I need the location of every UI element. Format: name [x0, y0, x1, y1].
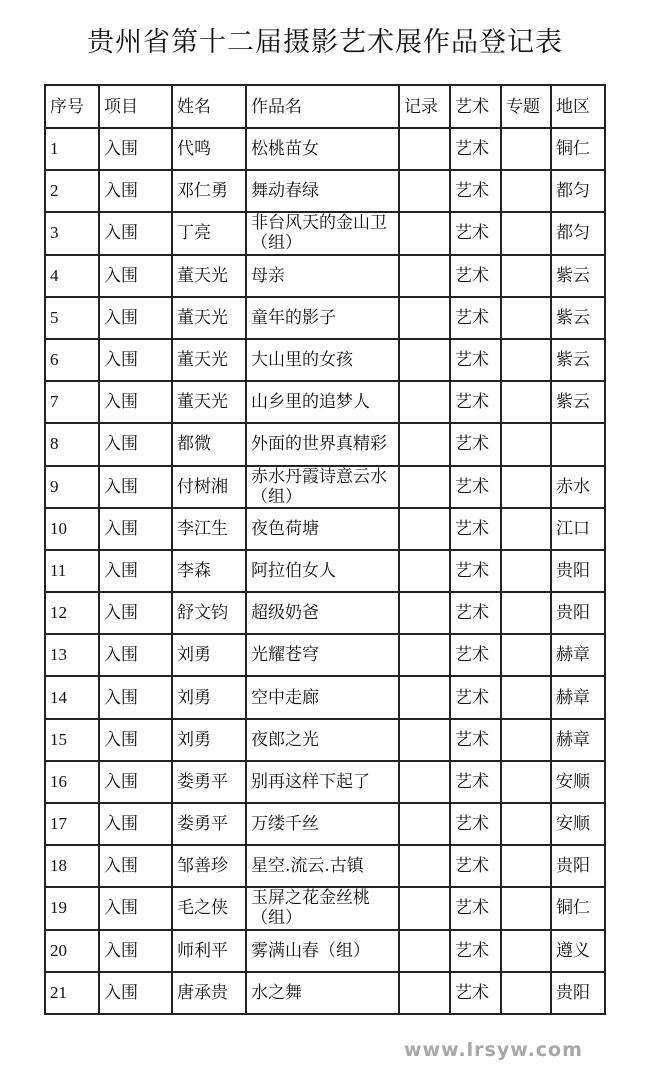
cell-item: 入围	[99, 887, 172, 929]
table-row	[45, 676, 605, 718]
cell-topic	[501, 719, 551, 761]
table-row	[45, 887, 605, 929]
cell-work: 山乡里的追梦人	[246, 381, 399, 423]
cell-no: 2	[45, 170, 99, 212]
cell-region: 遵义	[551, 930, 605, 972]
cell-work: 别再这样下起了	[246, 761, 399, 803]
cell-no: 20	[45, 930, 99, 972]
cell-work: 夜郎之光	[246, 719, 399, 761]
cell-work: 赤水丹霞诗意云水（组）	[246, 466, 399, 508]
cell-record	[399, 930, 450, 972]
cell-region: 安顺	[551, 803, 605, 845]
cell-region: 赫章	[551, 634, 605, 676]
cell-item: 入围	[99, 128, 172, 170]
cell-art: 艺术	[450, 887, 501, 929]
table-row	[45, 508, 605, 550]
cell-record	[399, 255, 450, 297]
cell-art: 艺术	[450, 719, 501, 761]
cell-item: 入围	[99, 466, 172, 508]
cell-art: 艺术	[450, 761, 501, 803]
cell-record	[399, 423, 450, 465]
cell-art: 艺术	[450, 803, 501, 845]
cell-topic	[501, 423, 551, 465]
cell-work: 童年的影子	[246, 297, 399, 339]
cell-record	[399, 170, 450, 212]
cell-item: 入围	[99, 592, 172, 634]
cell-name: 李森	[172, 550, 246, 592]
cell-region: 都匀	[551, 212, 605, 254]
cell-art: 艺术	[450, 634, 501, 676]
cell-item: 入围	[99, 803, 172, 845]
table-row	[45, 128, 605, 170]
cell-topic	[501, 972, 551, 1014]
cell-topic	[501, 170, 551, 212]
cell-region	[551, 423, 605, 465]
col-header-topic: 专题	[501, 85, 551, 128]
cell-region: 赫章	[551, 676, 605, 718]
col-header-name: 姓名	[172, 85, 246, 128]
cell-topic	[501, 761, 551, 803]
table-row	[45, 972, 605, 1014]
cell-topic	[501, 297, 551, 339]
cell-region: 贵阳	[551, 972, 605, 1014]
table-row	[45, 845, 605, 887]
cell-name: 舒文钧	[172, 592, 246, 634]
cell-name: 都微	[172, 423, 246, 465]
cell-topic	[501, 845, 551, 887]
cell-no: 15	[45, 719, 99, 761]
cell-item: 入围	[99, 972, 172, 1014]
table-row	[45, 761, 605, 803]
cell-record	[399, 761, 450, 803]
cell-name: 付树湘	[172, 466, 246, 508]
cell-work: 松桃苗女	[246, 128, 399, 170]
cell-art: 艺术	[450, 212, 501, 254]
cell-topic	[501, 212, 551, 254]
table-row	[45, 423, 605, 465]
cell-topic	[501, 676, 551, 718]
table-row	[45, 803, 605, 845]
col-header-record: 记录	[399, 85, 450, 128]
cell-region: 赤水	[551, 466, 605, 508]
cell-topic	[501, 508, 551, 550]
cell-work: 大山里的女孩	[246, 339, 399, 381]
header-row	[45, 85, 605, 128]
cell-no: 7	[45, 381, 99, 423]
cell-record	[399, 803, 450, 845]
cell-topic	[501, 592, 551, 634]
table-row	[45, 297, 605, 339]
cell-topic	[501, 381, 551, 423]
cell-topic	[501, 930, 551, 972]
cell-art: 艺术	[450, 845, 501, 887]
cell-region: 江口	[551, 508, 605, 550]
cell-no: 4	[45, 255, 99, 297]
cell-art: 艺术	[450, 297, 501, 339]
cell-no: 5	[45, 297, 99, 339]
cell-no: 16	[45, 761, 99, 803]
cell-name: 师利平	[172, 930, 246, 972]
cell-no: 9	[45, 466, 99, 508]
col-header-art: 艺术	[450, 85, 501, 128]
cell-work: 阿拉伯女人	[246, 550, 399, 592]
cell-topic	[501, 128, 551, 170]
cell-work: 星空.流云.古镇	[246, 845, 399, 887]
cell-work: 空中走廊	[246, 676, 399, 718]
cell-record	[399, 128, 450, 170]
cell-record	[399, 339, 450, 381]
cell-item: 入围	[99, 170, 172, 212]
cell-item: 入围	[99, 719, 172, 761]
cell-work: 舞动春绿	[246, 170, 399, 212]
cell-record	[399, 719, 450, 761]
cell-region: 贵阳	[551, 845, 605, 887]
cell-record	[399, 466, 450, 508]
cell-no: 3	[45, 212, 99, 254]
col-header-no: 序号	[45, 85, 99, 128]
cell-record	[399, 634, 450, 676]
cell-region: 紫云	[551, 339, 605, 381]
cell-no: 6	[45, 339, 99, 381]
cell-region: 紫云	[551, 255, 605, 297]
cell-art: 艺术	[450, 676, 501, 718]
cell-art: 艺术	[450, 128, 501, 170]
cell-record	[399, 887, 450, 929]
cell-no: 10	[45, 508, 99, 550]
cell-name: 娄勇平	[172, 803, 246, 845]
cell-work: 外面的世界真精彩	[246, 423, 399, 465]
cell-art: 艺术	[450, 423, 501, 465]
table-row	[45, 170, 605, 212]
cell-name: 董天光	[172, 339, 246, 381]
cell-name: 娄勇平	[172, 761, 246, 803]
cell-record	[399, 297, 450, 339]
cell-item: 入围	[99, 339, 172, 381]
cell-no: 19	[45, 887, 99, 929]
cell-item: 入围	[99, 255, 172, 297]
cell-name: 刘勇	[172, 676, 246, 718]
table-row	[45, 339, 605, 381]
cell-work: 母亲	[246, 255, 399, 297]
cell-name: 丁亮	[172, 212, 246, 254]
cell-item: 入围	[99, 297, 172, 339]
cell-region: 铜仁	[551, 128, 605, 170]
cell-topic	[501, 887, 551, 929]
cell-region: 紫云	[551, 297, 605, 339]
cell-region: 紫云	[551, 381, 605, 423]
cell-name: 邓仁勇	[172, 170, 246, 212]
table-row	[45, 592, 605, 634]
cell-art: 艺术	[450, 508, 501, 550]
cell-art: 艺术	[450, 592, 501, 634]
cell-name: 李江生	[172, 508, 246, 550]
cell-topic	[501, 803, 551, 845]
cell-item: 入围	[99, 381, 172, 423]
cell-name: 刘勇	[172, 719, 246, 761]
cell-item: 入围	[99, 508, 172, 550]
cell-region: 贵阳	[551, 592, 605, 634]
cell-record	[399, 381, 450, 423]
cell-item: 入围	[99, 845, 172, 887]
cell-work: 夜色荷塘	[246, 508, 399, 550]
table-row	[45, 212, 605, 254]
cell-name: 董天光	[172, 381, 246, 423]
cell-region: 安顺	[551, 761, 605, 803]
cell-work: 超级奶爸	[246, 592, 399, 634]
cell-topic	[501, 466, 551, 508]
cell-record	[399, 212, 450, 254]
table-row	[45, 381, 605, 423]
cell-record	[399, 508, 450, 550]
cell-item: 入围	[99, 930, 172, 972]
table-row	[45, 550, 605, 592]
cell-item: 入围	[99, 423, 172, 465]
cell-record	[399, 845, 450, 887]
col-header-item: 项目	[99, 85, 172, 128]
cell-art: 艺术	[450, 466, 501, 508]
col-header-region: 地区	[551, 85, 605, 128]
cell-no: 14	[45, 676, 99, 718]
cell-art: 艺术	[450, 381, 501, 423]
cell-name: 代鸣	[172, 128, 246, 170]
cell-topic	[501, 634, 551, 676]
table-row	[45, 255, 605, 297]
cell-no: 1	[45, 128, 99, 170]
cell-topic	[501, 550, 551, 592]
cell-record	[399, 592, 450, 634]
cell-work: 非台风天的金山卫（组）	[246, 212, 399, 254]
cell-name: 邹善珍	[172, 845, 246, 887]
cell-no: 18	[45, 845, 99, 887]
cell-name: 董天光	[172, 297, 246, 339]
cell-art: 艺术	[450, 170, 501, 212]
cell-work: 万缕千丝	[246, 803, 399, 845]
cell-no: 12	[45, 592, 99, 634]
cell-art: 艺术	[450, 550, 501, 592]
cell-work: 水之舞	[246, 972, 399, 1014]
cell-topic	[501, 255, 551, 297]
cell-record	[399, 972, 450, 1014]
cell-region: 贵阳	[551, 550, 605, 592]
cell-no: 13	[45, 634, 99, 676]
cell-item: 入围	[99, 676, 172, 718]
cell-item: 入围	[99, 550, 172, 592]
cell-work: 玉屏之花金丝桃（组）	[246, 887, 399, 929]
cell-region: 赫章	[551, 719, 605, 761]
watermark: www.lrsyw.com	[404, 1039, 583, 1061]
cell-name: 唐承贵	[172, 972, 246, 1014]
cell-art: 艺术	[450, 339, 501, 381]
cell-item: 入围	[99, 761, 172, 803]
cell-art: 艺术	[450, 255, 501, 297]
cell-region: 铜仁	[551, 887, 605, 929]
cell-work: 雾满山春（组）	[246, 930, 399, 972]
cell-item: 入围	[99, 212, 172, 254]
cell-art: 艺术	[450, 930, 501, 972]
cell-name: 刘勇	[172, 634, 246, 676]
cell-no: 11	[45, 550, 99, 592]
cell-record	[399, 676, 450, 718]
registration-table	[44, 84, 606, 1015]
cell-no: 21	[45, 972, 99, 1014]
table-row	[45, 930, 605, 972]
cell-topic	[501, 339, 551, 381]
cell-region: 都匀	[551, 170, 605, 212]
cell-art: 艺术	[450, 972, 501, 1014]
cell-work: 光耀苍穹	[246, 634, 399, 676]
cell-no: 8	[45, 423, 99, 465]
cell-no: 17	[45, 803, 99, 845]
cell-item: 入围	[99, 634, 172, 676]
table-row	[45, 466, 605, 508]
cell-record	[399, 550, 450, 592]
page-title: 贵州省第十二届摄影艺术展作品登记表	[87, 27, 563, 58]
col-header-work: 作品名	[246, 85, 399, 128]
table-row	[45, 719, 605, 761]
cell-name: 毛之侠	[172, 887, 246, 929]
cell-name: 董天光	[172, 255, 246, 297]
table-row	[45, 634, 605, 676]
